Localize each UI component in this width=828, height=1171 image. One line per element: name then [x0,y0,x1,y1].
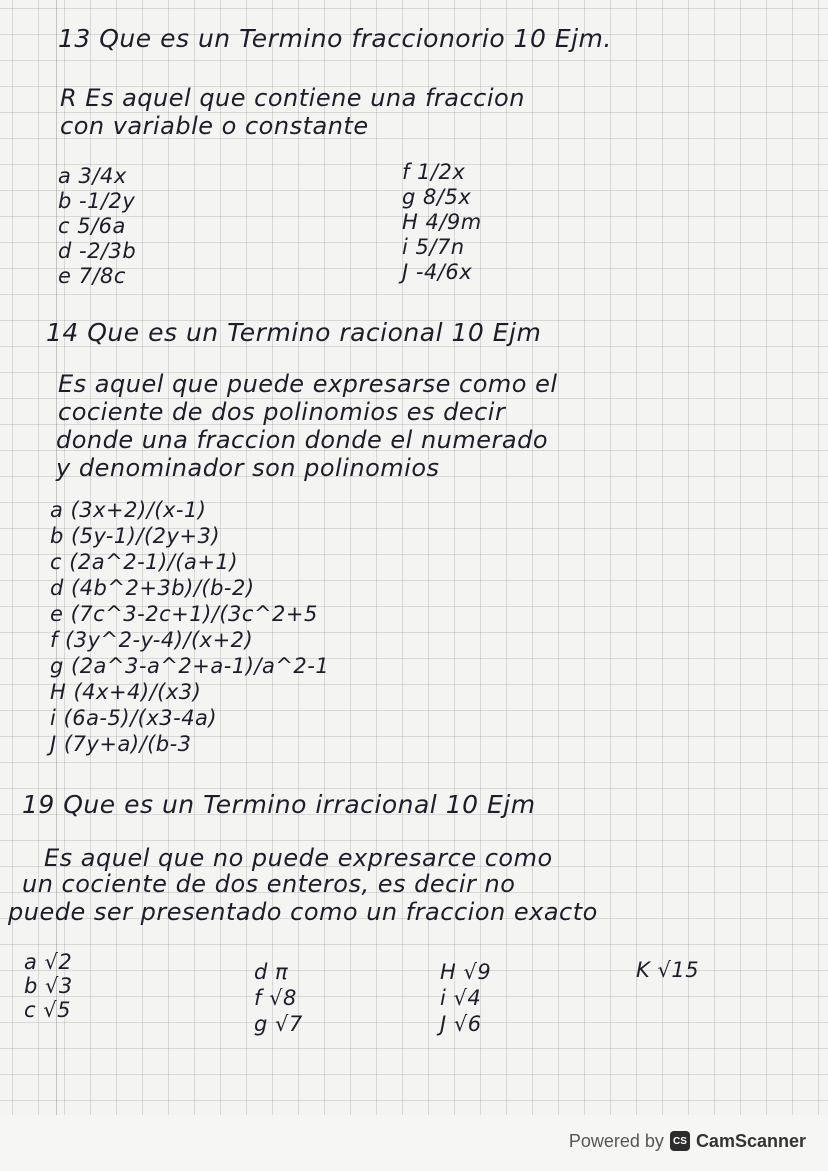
q14-item-e: e (7c^3-2c+1)/(3c^2+5 [50,602,318,626]
camscanner-footer [569,1125,806,1157]
camscanner-logo-icon: CS [670,1131,690,1151]
q13-item-c: c 5/6a [58,214,126,238]
q15-answer-line-1: Es aquel que no puede expresarce como [44,844,553,872]
q15-item-f: f √8 [254,986,297,1010]
q13-title: 13 Que es un Termino fraccionorio 10 Ejm. [58,24,612,53]
q13-answer-line-1: R Es aquel que contiene una fraccion [60,84,525,112]
q14-item-a: a (3x+2)/(x-1) [50,498,207,522]
q15-item-k: K √15 [636,958,700,982]
q14-answer-line-4: y denominador son polinomios [56,454,440,482]
q15-item-g: g √7 [254,1012,303,1036]
q14-title: 14 Que es un Termino racional 10 Ejm [46,318,542,347]
q13-item-i: i 5/7n [402,235,465,259]
q14-answer-line-3: donde una fraccion donde el numerado [56,426,548,454]
q15-answer-line-3: puede ser presentado como un fraccion exacto [8,898,598,926]
q15-item-a: a √2 [24,950,73,974]
q15-item-b: b √3 [24,974,73,998]
q14-item-g: g (2a^3-a^2+a-1)/a^2-1 [50,654,330,678]
q14-item-c: c (2a^2-1)/(a+1) [50,550,239,574]
q14-item-h: H (4x+4)/(x3) [50,680,202,704]
powered-by-text: Powered by [568,1130,664,1151]
q15-item-h: H √9 [440,960,492,984]
q13-item-b: b -1/2y [58,189,136,213]
q13-answer-line-2: con variable o constante [60,112,369,140]
q13-item-e: e 7/8c [58,264,126,288]
q14-item-b: b (5y-1)/(2y+3) [50,524,221,548]
q15-title: 19 Que es un Termino irracional 10 Ejm [22,790,536,819]
q14-answer-line-2: cociente de dos polinomios es decir [58,398,506,426]
q13-item-g: g 8/5x [402,185,472,209]
q13-item-j: J -4/6x [402,260,473,284]
q14-item-d: d (4b^2+3b)/(b-2) [50,576,255,600]
q14-item-f: f (3y^2-y-4)/(x+2) [50,628,254,652]
q15-item-d: d π [254,960,289,984]
q15-item-i: i √4 [440,986,482,1010]
camscanner-brand: CamScanner [695,1130,806,1151]
q14-answer-line-1: Es aquel que puede expresarse como el [58,370,558,398]
q15-item-c: c √5 [24,998,71,1022]
q13-item-f: f 1/2x [402,160,466,184]
q15-answer-line-2: un cociente de dos enteros, es decir no [22,870,516,898]
q13-item-d: d -2/3b [58,239,137,263]
q13-item-a: a 3/4x [58,164,127,188]
q14-item-j: J (7y+a)/(b-3 [50,732,192,756]
q14-item-i: i (6a-5)/(x3-4a) [50,706,218,730]
q13-item-h: H 4/9m [402,210,482,234]
q15-item-j: J √6 [440,1012,482,1036]
